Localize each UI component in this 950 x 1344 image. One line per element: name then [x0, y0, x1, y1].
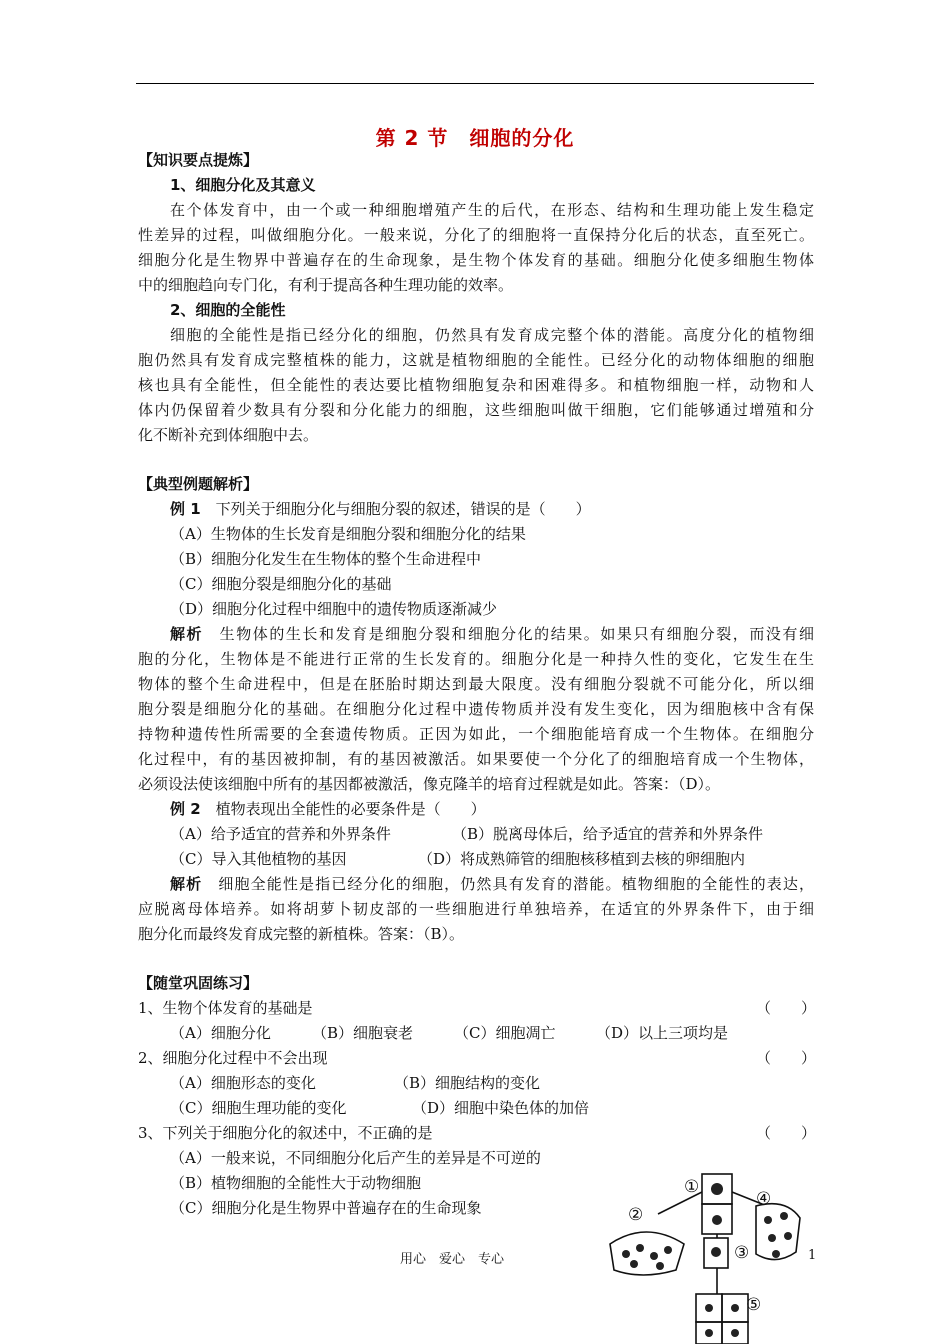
analysis-line: 胞分化而最终发育成完整的新植株。答案：（B）。 — [138, 925, 465, 943]
nucleus-dot — [711, 1183, 723, 1195]
nucleus-dot — [622, 1250, 630, 1258]
option-line: （C）细胞生理功能的变化 — [170, 1099, 347, 1117]
figure-label-3: ③ — [734, 1243, 750, 1263]
paragraph-line: 胞仍然具有发育成完整植株的能力，这就是植物细胞的全能性。已经分化的动物体细胞的细胞 — [138, 351, 814, 369]
analysis-line: 必须设法使该细胞中所有的基因都被激活，像克隆羊的培育过程就是如此。答案：（D）。 — [138, 775, 721, 793]
figure-label-1: ① — [684, 1177, 700, 1197]
analysis-line: 应脱离母体培养。如将胡萝卜韧皮部的一些细胞进行单独培养，在适宜的外界条件下，由于细 — [138, 900, 814, 918]
nucleus-dot — [731, 1329, 739, 1337]
example-1-question — [170, 497, 591, 521]
section-1-title: 1、细胞分化及其意义 — [170, 176, 316, 194]
analysis-line: 化过程中，有的基因被抑制，有的基因被激活。如果要使一个分化了的细胞培育成一个生物体， — [138, 750, 814, 768]
nucleus-dot — [712, 1215, 722, 1225]
analysis-line: 持物种遗传性所需要的全套遗传物质。正因为如此，一个细胞能培育成一个生物体。在细胞分 — [138, 725, 814, 743]
practice-heading: 【随堂巩固练习】 — [138, 974, 259, 992]
paragraph-line: 体内仍保留着少数具有分裂和分化能力的细胞，这些细胞叫做干细胞，它们能够通过增殖和分 — [138, 401, 814, 419]
analysis-line — [170, 872, 814, 896]
option-line: （D）细胞分化过程中细胞中的遗传物质逐渐减少 — [170, 600, 498, 618]
cell-mass-shape — [610, 1232, 684, 1275]
analysis-text: 细胞全能性是指已经分化的细胞，仍然具有发育的潜能。植物细胞的全能性的表达， — [202, 875, 814, 893]
examples-heading: 【典型例题解析】 — [138, 475, 259, 493]
paragraph-line: 核也具有全能性，但全能性的表达要比植物细胞复杂和困难得多。和植物细胞一样，动物和人 — [138, 376, 814, 394]
nucleus-dot — [656, 1262, 664, 1270]
analysis-line — [170, 622, 814, 646]
option-line: （A）生物体的生长发育是细胞分裂和细胞分化的结果 — [170, 525, 526, 543]
nucleus-dot — [768, 1234, 776, 1242]
analysis-line: 胞的分化，生物体是不能进行正常的生长发育的。细胞分化是一种持久性的变化，它发生在生 — [138, 650, 814, 668]
option-line: （C）细胞分裂是细胞分化的基础 — [170, 575, 392, 593]
nucleus-dot — [705, 1329, 713, 1337]
option-line: （B）脱离母体后，给予适宜的营养和外界条件 — [452, 825, 764, 843]
knowledge-heading: 【知识要点提炼】 — [138, 151, 259, 169]
option-line: （D）以上三项均是 — [596, 1024, 729, 1042]
option-line: （B）细胞衰老 — [312, 1024, 414, 1042]
figure-label-4: ④ — [756, 1189, 772, 1209]
question-3: 3、下列关于细胞分化的叙述中，不正确的是 — [138, 1124, 433, 1142]
answer-blank: （ ） — [756, 1124, 817, 1142]
paragraph-line: 性差异的过程，叫做细胞分化。一般来说，分化了的细胞将一直保持分化后的状态，直至死亡。 — [138, 226, 814, 244]
example-1-text: 下列关于细胞分化与细胞分裂的叙述，错误的是（ ） — [200, 500, 591, 518]
option-line: （B）细胞分化发生在生物体的整个生命进程中 — [170, 550, 482, 568]
analysis-label: 解析 — [170, 875, 203, 893]
paragraph-line: 化不断补充到体细胞中去。 — [138, 426, 319, 444]
option-line: （A）一般来说，不同细胞分化后产生的差异是不可逆的 — [170, 1149, 541, 1167]
answer-blank: （ ） — [756, 999, 817, 1017]
figure-label-5: ⑤ — [746, 1295, 762, 1315]
example-2-label: 例 2 — [170, 800, 201, 818]
analysis-line: 胞分裂是细胞分化的基础。在细胞分化过程中遗传物质并没有发生变化，因为细胞核中含有保 — [138, 700, 814, 718]
nucleus-dot — [731, 1304, 739, 1312]
page-title: 第 2 节 细胞的分化 — [375, 126, 575, 150]
option-line: （A）细胞形态的变化 — [170, 1074, 316, 1092]
nucleus-dot — [784, 1232, 792, 1240]
option-line: （C）细胞分化是生物界中普遍存在的生命现象 — [170, 1199, 482, 1217]
nucleus-dot — [630, 1260, 638, 1268]
option-line: （D）细胞中染色体的加倍 — [412, 1099, 590, 1117]
page-number: 1 — [808, 1248, 817, 1263]
nucleus-dot — [650, 1252, 658, 1260]
option-line: （C）细胞凋亡 — [454, 1024, 556, 1042]
option-line: （A）细胞分化 — [170, 1024, 271, 1042]
section-2-title: 2、细胞的全能性 — [170, 301, 286, 319]
header-rule — [136, 83, 814, 84]
nucleus-dot — [772, 1250, 780, 1258]
paragraph-line: 中的细胞趋向专门化，有利于提高各种生理功能的效率。 — [138, 276, 514, 294]
example-2-text: 植物表现出全能性的必要条件是（ ） — [200, 800, 486, 818]
analysis-text: 生物体的生长和发育是细胞分裂和细胞分化的结果。如果只有细胞分裂，而没有细 — [203, 625, 814, 643]
option-line: （D）将成熟筛管的细胞核移植到去核的卵细胞内 — [418, 850, 746, 868]
nucleus-dot — [780, 1212, 788, 1220]
question-1: 1、生物个体发育的基础是 — [138, 999, 313, 1017]
page-footer: 用心 爱心 专心 — [400, 1252, 505, 1267]
option-line: （A）给予适宜的营养和外界条件 — [170, 825, 391, 843]
analysis-line: 物体的整个生命进程中，但是在胚胎时期达到最大限度。没有细胞分裂就不可能分化，所以细 — [138, 675, 814, 693]
option-line: （B）细胞结构的变化 — [394, 1074, 541, 1092]
option-line: （B）植物细胞的全能性大于动物细胞 — [170, 1174, 422, 1192]
analysis-label: 解析 — [170, 625, 204, 643]
option-line: （C）导入其他植物的基因 — [170, 850, 347, 868]
question-2: 2、细胞分化过程中不会出现 — [138, 1049, 328, 1067]
paragraph-line: 细胞的全能性是指已经分化的细胞，仍然具有发育成完整个体的潜能。高度分化的植物细 — [170, 326, 814, 344]
nucleus-dot — [705, 1304, 713, 1312]
example-2-question — [170, 797, 486, 821]
figure-label-2: ② — [628, 1205, 644, 1225]
nucleus-dot — [711, 1247, 721, 1257]
nucleus-dot — [764, 1216, 772, 1224]
nucleus-dot — [636, 1244, 644, 1252]
paragraph-line: 在个体发育中，由一个或一种细胞增殖产生的后代，在形态、结构和生理功能上发生稳定 — [170, 201, 814, 219]
cell-differentiation-figure — [606, 1170, 806, 1344]
nucleus-dot — [664, 1246, 672, 1254]
example-1-label: 例 1 — [170, 500, 201, 518]
answer-blank: （ ） — [756, 1049, 817, 1067]
paragraph-line: 细胞分化是生物界中普遍存在的生命现象，是生物个体发育的基础。细胞分化使多细胞生物体 — [138, 251, 814, 269]
